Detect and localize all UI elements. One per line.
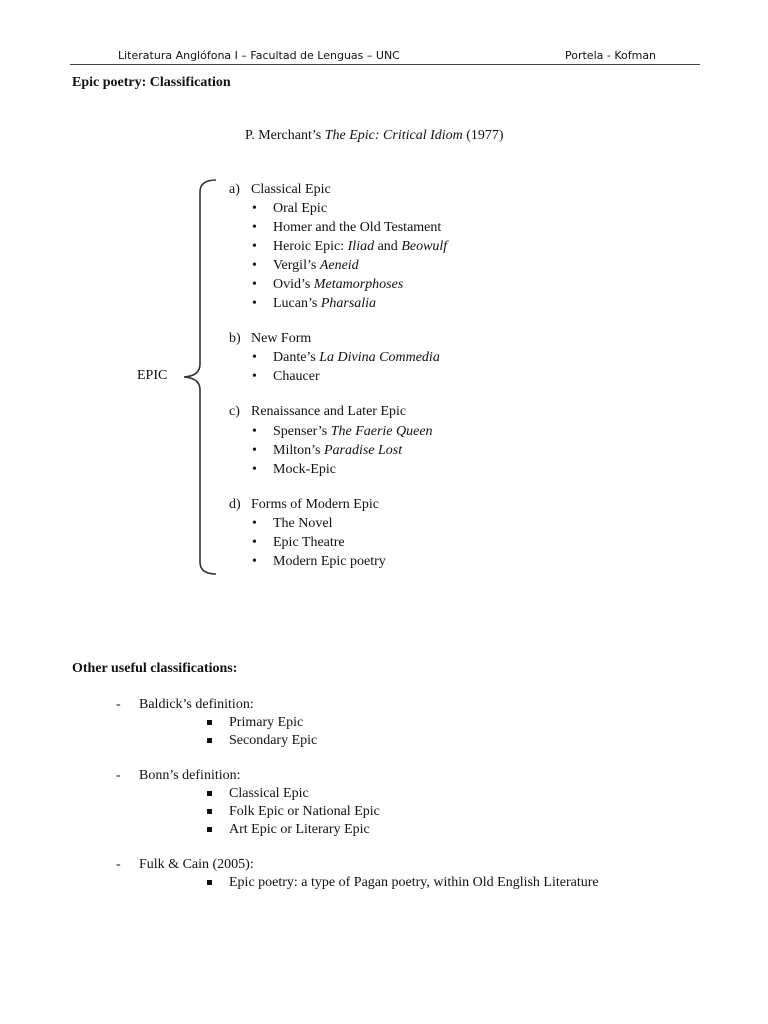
bullet-icon: •	[252, 277, 257, 292]
square-bullet-icon	[207, 738, 212, 743]
class-d-marker: d)	[229, 497, 241, 512]
page-title: Epic poetry: Classification	[72, 75, 231, 90]
citation-work: The Epic: Critical Idiom	[324, 128, 463, 143]
citation-year: (1977)	[462, 128, 504, 143]
bullet-icon: •	[252, 424, 257, 439]
bullet-icon: •	[252, 443, 257, 458]
header-rule	[70, 64, 700, 65]
square-bullet-icon	[207, 880, 212, 885]
item-text: Vergil’s	[273, 258, 320, 273]
list-item: Primary Epic	[229, 715, 304, 730]
curly-brace	[180, 178, 220, 578]
list-item: Classical Epic	[229, 786, 309, 801]
class-b-marker: b)	[229, 331, 241, 346]
class-c-marker: c)	[229, 404, 240, 419]
list-item: Homer and the Old Testament	[273, 220, 442, 235]
list-item	[273, 443, 402, 459]
item-title: The Faerie Queen	[330, 424, 433, 439]
section-heading: Other useful classifications:	[72, 661, 238, 676]
list-item	[273, 296, 376, 312]
list-item	[273, 239, 447, 255]
list-item: Mock-Epic	[273, 462, 336, 477]
bullet-icon: •	[252, 462, 257, 477]
bullet-icon: •	[252, 239, 257, 254]
bullet-icon: •	[252, 350, 257, 365]
bullet-icon: •	[252, 535, 257, 550]
item-text: Milton’s	[273, 443, 324, 458]
list-item: Secondary Epic	[229, 733, 318, 748]
bullet-icon: •	[252, 516, 257, 531]
list-item: Folk Epic or National Epic	[229, 804, 380, 819]
item-text: and	[374, 239, 402, 254]
list-item	[273, 277, 403, 293]
item-title: Iliad	[347, 239, 375, 254]
class-d-label: Forms of Modern Epic	[251, 497, 379, 512]
square-bullet-icon	[207, 809, 212, 814]
citation	[245, 128, 504, 144]
bullet-icon: •	[252, 258, 257, 273]
item-title: Beowulf	[401, 239, 448, 254]
list-item: Epic Theatre	[273, 535, 345, 550]
square-bullet-icon	[207, 791, 212, 796]
item-text: Spenser’s	[273, 424, 331, 439]
bullet-icon: •	[252, 220, 257, 235]
class-c-label: Renaissance and Later Epic	[251, 404, 407, 419]
bullet-icon: •	[252, 369, 257, 384]
list-item: Art Epic or Literary Epic	[229, 822, 370, 837]
item-text: Ovid’s	[273, 277, 314, 292]
list-item: Chaucer	[273, 369, 320, 384]
square-bullet-icon	[207, 720, 212, 725]
list-item	[273, 258, 359, 274]
list-item: Oral Epic	[273, 201, 328, 216]
item-title: Paradise Lost	[323, 443, 403, 458]
dash-marker: -	[116, 697, 121, 712]
square-bullet-icon	[207, 827, 212, 832]
item-text: Heroic Epic:	[273, 239, 348, 254]
list-item	[273, 350, 440, 366]
item-text: Dante’s	[273, 350, 320, 365]
header-left: Literatura Anglófona I – Facultad de Lenguas – UNC	[118, 49, 400, 62]
list-item: Epic poetry: a type of Pagan poetry, within Old English Literature	[229, 875, 599, 890]
item-title: La Divina Commedia	[319, 350, 440, 365]
class-a-marker: a)	[229, 182, 240, 197]
dash-marker: -	[116, 768, 121, 783]
def-label-baldick: Baldick’s definition:	[139, 697, 254, 712]
list-item: The Novel	[273, 516, 333, 531]
item-title: Pharsalia	[320, 296, 377, 311]
epic-label: EPIC	[137, 368, 168, 383]
class-b-label: New Form	[251, 331, 312, 346]
def-label-bonn: Bonn’s definition:	[139, 768, 241, 783]
item-title: Metamorphoses	[313, 277, 404, 292]
list-item	[273, 424, 433, 440]
citation-author: P. Merchant’s	[245, 128, 325, 143]
item-text: Lucan’s	[273, 296, 321, 311]
bullet-icon: •	[252, 296, 257, 311]
list-item: Modern Epic poetry	[273, 554, 386, 569]
def-label-fulk: Fulk & Cain (2005):	[139, 857, 254, 872]
class-a-label: Classical Epic	[251, 182, 331, 197]
bullet-icon: •	[252, 554, 257, 569]
dash-marker: -	[116, 857, 121, 872]
item-title: Aeneid	[319, 258, 359, 273]
header-right: Portela - Kofman	[565, 49, 657, 62]
bullet-icon: •	[252, 201, 257, 216]
